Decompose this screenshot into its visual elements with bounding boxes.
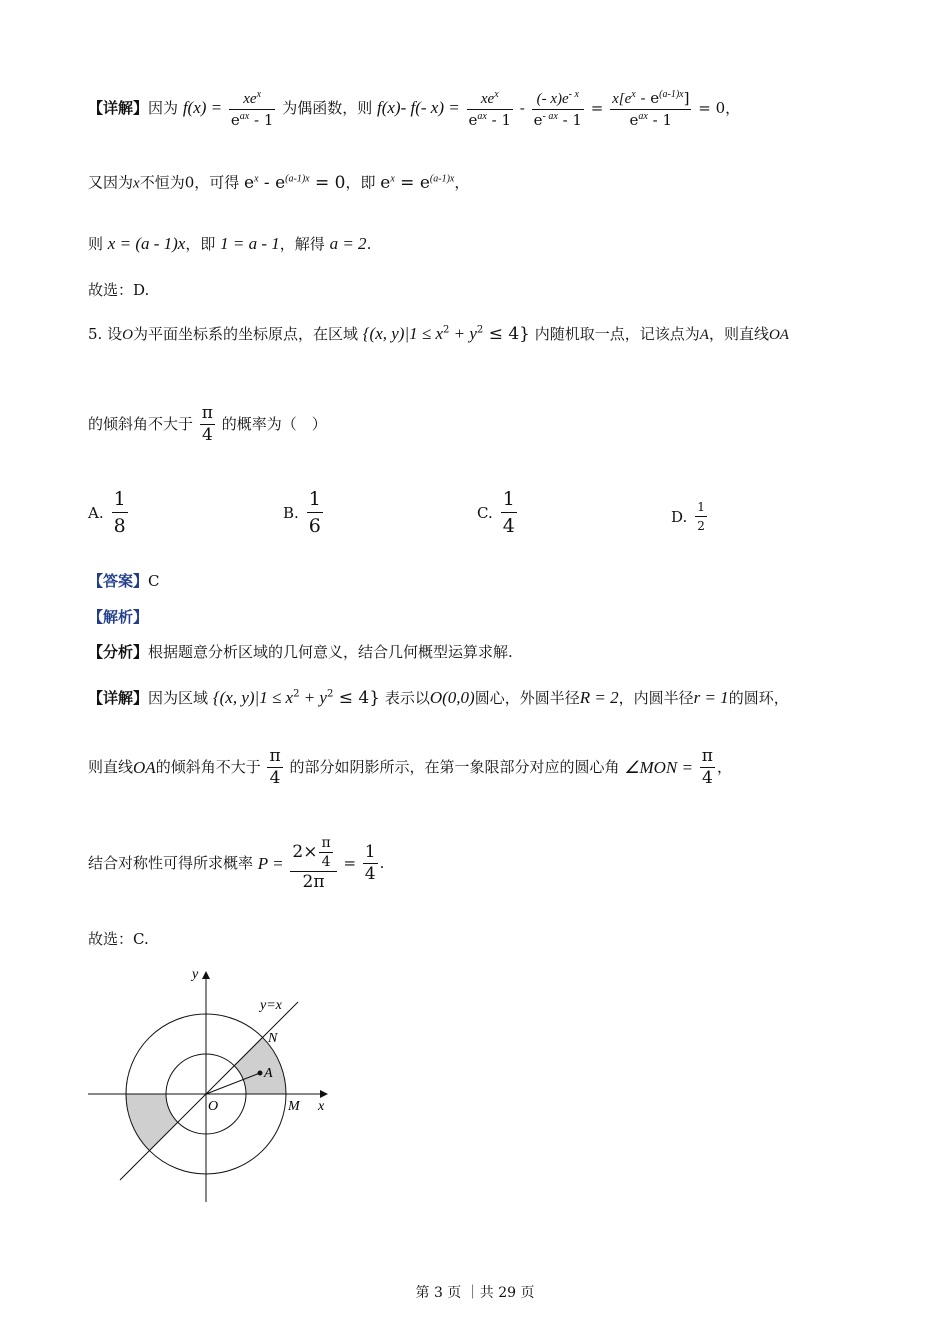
fraction-1: $\frac{xe^x}{e^{ax} - 1}$ (230, 89, 274, 129)
fraction-2: $\frac{xe^x}{e^{ax} - 1}$ (468, 89, 511, 129)
pi-over-4: $\frac{\pi}{4}$ (201, 403, 213, 445)
option-a[interactable]: A. $\frac{1}{8}$ (88, 488, 126, 537)
jiexi-label: 【解析】 (88, 608, 149, 626)
question-line-2: 的倾斜角不大于 $\frac{\pi}{4}$ 的概率为（ ） (88, 403, 327, 445)
shaded-sector-1 (234, 1037, 286, 1094)
detail-line-1: 【详解】因为 f(x) = $\frac{xe^x}{e^{ax} - 1}$ 为偶函数，则 f(x)- f(- x) = $\frac{xe^x}{e^{ax} - 1}$ - $\frac{(- x)e^{- x}}{e^{- ax} - 1}$ = $\frac{x[e^x - e^{(a-1)x}]}{e^{ax} - 1}$ = 0， (88, 89, 741, 129)
region-set: {(x, $y)|1 \le x^2 + y^2 \le 4$} (362, 324, 530, 344)
label-o: O (208, 1099, 219, 1114)
detail2-line-1: 【详解】因为区域 {(x, $y)|1 \le x^2 + y^2 \le 4$} 表示以O(0,0)圆心，外圆半径R = 2，内圆半径r = 1的圆环， (88, 688, 789, 708)
answer-line: 【答案】C (88, 572, 160, 590)
detail-line-2: 又因为x不恒为0，可得 $e^x - e^{(a-1)x} = 0$，即 $e^x = e^{(a-1)x}$， (88, 172, 470, 193)
math-diff: f(x)- f(- x) = (376, 98, 460, 117)
fraction-4: $\frac{x[e^x - e^{(a-1)x}]}{e^{ax} - 1}$ (612, 89, 690, 129)
detail2-line-3: 结合对称性可得所求概率 P = 2× $\frac{\pi}{4}$ 2π = $\frac{1}{4}$ . (88, 835, 385, 892)
option-c[interactable]: C. $\frac{1}{4}$ (477, 488, 515, 537)
math-1-eq: 1 = a - 1 (220, 234, 280, 253)
answer-prev: 故选：D. (88, 281, 150, 299)
label-m: M (288, 1099, 300, 1114)
label-n: N (268, 1031, 278, 1046)
analysis-line: 【分析】根据题意分析区域的几何意义，结合几何概型运算求解. (88, 643, 513, 661)
math-a-eq: a = 2 (329, 234, 367, 253)
answer-final: 故选：C. (88, 930, 149, 948)
detail-label: 【详解】 (88, 99, 149, 117)
label-x: x (318, 1099, 325, 1114)
math-eq-1: $e^x - e^{(a-1)x} = 0$ (244, 172, 346, 193)
label-a: A (264, 1066, 273, 1081)
label-line: y=x (260, 998, 282, 1013)
shaded-sector-2 (126, 1094, 178, 1151)
math-eq-2: $e^x = e^{(a-1)x}$ (380, 172, 455, 193)
fraction-3: $\frac{(- x)e^{- x}}{e^{- ax} - 1}$ (533, 89, 582, 129)
page-footer: 第 3 页 ｜共 29 页 (415, 1285, 535, 1301)
detail-line-3: 则 x = (a - 1)x，即 1 = a - 1，解得 a = 2. (88, 234, 372, 253)
x-arrow (320, 1090, 328, 1098)
annulus-figure (84, 962, 344, 1212)
math-fx: f(x) = (182, 98, 223, 117)
point-a (258, 1071, 263, 1076)
option-b[interactable]: B. $\frac{1}{6}$ (283, 488, 321, 537)
option-d[interactable]: D. $\frac{1}{2}$ (671, 500, 705, 533)
question-line-1: 5. 设O为平面坐标系的坐标原点，在区域 {(x, $y)|1 \le x^2 + y^2 \le 4$} 内随机取一点，记该点为A，则直线OA (88, 324, 789, 344)
detail2-line-2: 则直线OA的倾斜角不大于 $\frac{\pi}{4}$ 的部分如阴影所示，在第一象限部分对应的圆心角 ∠MON = $\frac{\pi}{4}$ ， (88, 746, 732, 788)
label-y: y (192, 967, 199, 982)
math-x-eq: x = (a - 1)x (107, 234, 186, 253)
y-arrow (202, 971, 210, 979)
